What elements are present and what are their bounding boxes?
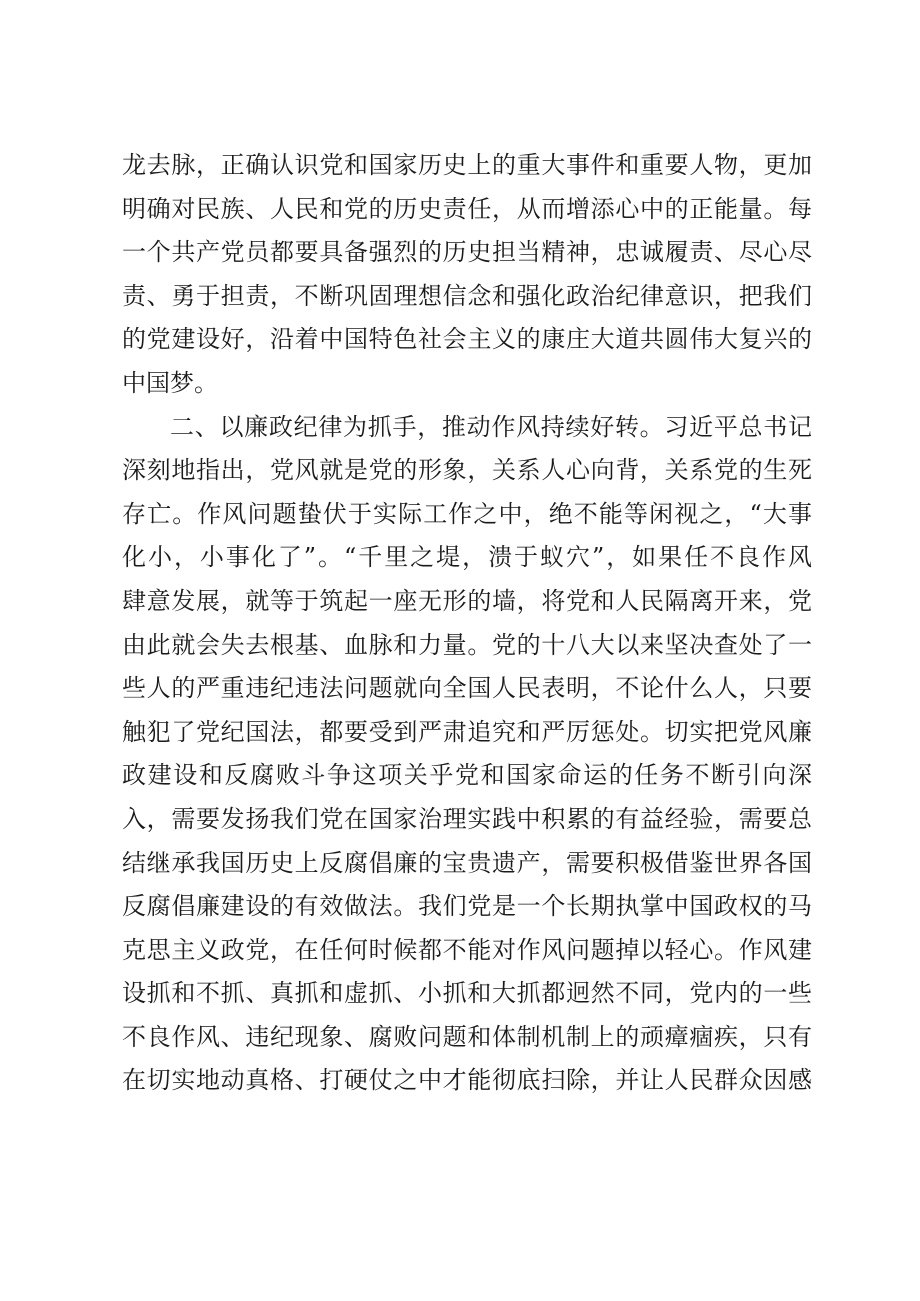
- text-line: 龙去脉，正确认识党和国家历史上的重大事件和重要人物，更加: [122, 151, 812, 179]
- text-line: 肆意发展，就等于筑起一座无形的墙，将党和人民隔离开来，党: [122, 586, 812, 615]
- text-line: 结继承我国历史上反腐倡廉的宝贵遗产，需要积极借鉴世界各国: [122, 848, 812, 877]
- text-line: 入，需要发扬我们党在国家治理实践中积累的有益经验，需要总: [122, 804, 812, 833]
- text-line: 不良作风、违纪现象、腐败问题和体制机制上的顽瘴痼疾，只有: [122, 1022, 812, 1051]
- text-line: 由此就会失去根基、血脉和力量。党的十八大以来坚决查处了一: [122, 630, 812, 659]
- text-line: 在切实地动真格、打硬仗之中才能彻底扫除，并让人民群众因感: [122, 1066, 812, 1095]
- text-line: 明确对民族、人民和党的历史责任，从而增添心中的正能量。每: [122, 194, 812, 223]
- text-line: 设抓和不抓、真抓和虚抓、小抓和大抓都迥然不同，党内的一些: [122, 979, 812, 1008]
- text-line: 责、勇于担责，不断巩固理想信念和强化政治纪律意识，把我们: [122, 281, 812, 310]
- text-line: 反腐倡廉建设的有效做法。我们党是一个长期执掌中国政权的马: [122, 892, 812, 921]
- text-line: 触犯了党纪国法，都要受到严肃追究和严厉惩处。切实把党风廉: [122, 717, 812, 746]
- text-line: 二、以廉政纪律为抓手，推动作风持续好转。习近平总书记: [170, 412, 812, 441]
- text-line: 化小，小事化了”。“千里之堤，溃于蚁穴”，如果任不良作风: [122, 543, 812, 572]
- paragraph-2: [122, 406, 812, 1104]
- text-line: 中国梦。: [122, 368, 218, 397]
- document-body: [122, 144, 812, 1103]
- paragraph-1: [122, 144, 812, 406]
- text-line: 一个共产党员都要具备强烈的历史担当精神，忠诚履责、尽心尽: [122, 238, 812, 267]
- text-line: 政建设和反腐败斗争这项关乎党和国家命运的任务不断引向深: [122, 761, 812, 790]
- text-line: 些人的严重违纪违法问题就向全国人民表明，不论什么人，只要: [122, 674, 812, 703]
- text-line: 克思主义政党，在任何时候都不能对作风问题掉以轻心。作风建: [122, 935, 812, 964]
- text-line: 深刻地指出，党风就是党的形象，关系人心向背，关系党的生死: [122, 456, 812, 485]
- text-line: 存亡。作风问题蛰伏于实际工作之中，绝不能等闲视之，“大事: [122, 499, 812, 528]
- text-line: 的党建设好，沿着中国特色社会主义的康庄大道共圆伟大复兴的: [122, 325, 812, 354]
